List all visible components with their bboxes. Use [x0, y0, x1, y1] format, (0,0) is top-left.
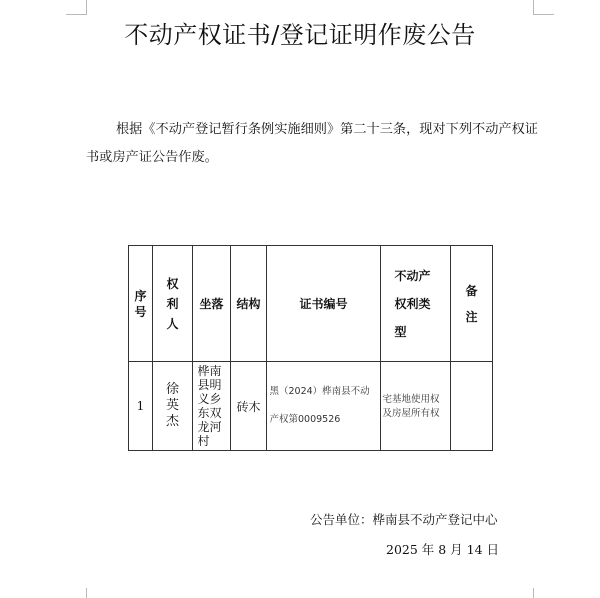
header-right-type: 不动产权利类型	[381, 246, 451, 362]
cell-structure: 砖木	[231, 362, 267, 451]
notice-table	[128, 245, 493, 451]
document-title: 不动产权证书/登记证明作废公告	[124, 21, 476, 49]
header-cert-no: 证书编号	[267, 246, 381, 362]
crop-mark-bottom-left	[66, 588, 87, 598]
header-seq: 序号	[129, 246, 153, 362]
cell-location: 桦南县明义乡东双龙河村	[193, 362, 231, 451]
cell-remark	[451, 362, 493, 451]
cell-seq: 1	[129, 362, 153, 451]
header-remark: 备注	[451, 246, 493, 362]
crop-mark-bottom-right	[533, 588, 554, 598]
header-owner: 权利人	[153, 246, 193, 362]
header-location: 坐落	[193, 246, 231, 362]
date-line: 2025 年 8 月 14 日	[386, 542, 500, 557]
intro-paragraph: 根据《不动产登记暂行条例实施细则》第二十三条，现对下列不动产权证书或房产证公告作废。	[86, 122, 538, 165]
crop-mark-top-left	[66, 0, 87, 15]
crop-mark-top-right	[533, 0, 554, 15]
cell-right-type: 宅基地使用权及房屋所有权	[381, 362, 451, 451]
table-row	[129, 362, 493, 451]
header-structure: 结构	[231, 246, 267, 362]
cell-owner: 徐英杰	[153, 362, 193, 451]
table-header-row	[129, 246, 493, 362]
cell-cert-no: 黑（2024）桦南县不动产权第0009526	[267, 362, 381, 451]
issuer-line: 公告单位：桦南县不动产登记中心	[310, 512, 498, 527]
